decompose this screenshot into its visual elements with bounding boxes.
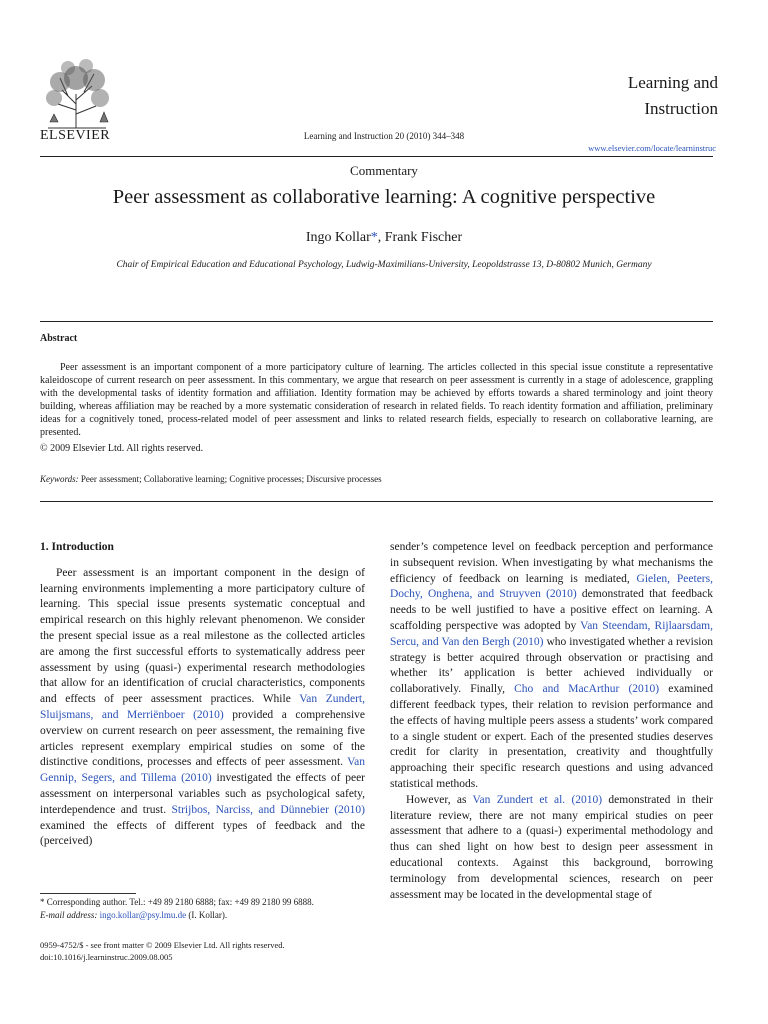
abstract-paragraph: Peer assessment is an important component of a more participatory culture of learning. The articles collected in this special issue constitute a representative kaleidoscope of current research on peer assessment. In this commentary, we argue that research on peer assessment is currently in a stage of adolescence, grappling with the developmental tasks of identity formation and affiliation. Identity formation may be achieved by efforts towards a shared terminology and joint theory building, whereas affiliation may be reached by a more systematic consideration of research in related fields. To reach identity formation and affiliation, preliminary ideas for a cognitively toned, process-related model of peer assessment and links to related research fields, especially to research on collaborative learning, are presented. xyxy=(40,362,713,438)
elsevier-tree-logo-icon xyxy=(38,58,116,130)
citation-link[interactable]: Van Zundert, Sluijsmans, and Merriënboer (2010) xyxy=(40,693,365,721)
abstract-heading: Abstract xyxy=(40,333,78,344)
citation-link[interactable]: Strijbos, Narciss, and Dünnebier (2010) xyxy=(171,803,365,816)
corresponding-author-link[interactable]: * xyxy=(370,230,378,245)
body-text: investigated the effects of peer assessment on interpersonal variables such as psychological safety, interdependence and trust. xyxy=(40,772,365,816)
journal-title xyxy=(560,70,718,122)
author-2: , Frank Fischer xyxy=(377,230,463,245)
body-paragraph xyxy=(40,566,365,850)
email-label: E-mail address: xyxy=(40,909,98,920)
publisher-name: ELSEVIER xyxy=(40,128,111,143)
footnote-line xyxy=(40,896,370,909)
citation-link[interactable]: Van Zundert et al. (2010) xyxy=(472,793,603,806)
journal-citation: Learning and Instruction 20 (2010) 344–348 xyxy=(303,131,465,141)
keywords-label: Keywords: xyxy=(40,474,79,484)
article-title: Peer assessment as collaborative learning: A cognitive perspective xyxy=(112,186,656,208)
issn-block xyxy=(40,939,285,963)
keywords xyxy=(40,474,382,484)
footnote-divider xyxy=(40,893,136,894)
body-left-column xyxy=(40,540,365,850)
affiliation: Chair of Empirical Education and Educational Psychology, Ludwig-Maximilians-University, Leopoldstrasse 13, D-80802 Munich, Germany xyxy=(116,260,652,270)
citation-link[interactable]: Van Gennip, Segers, and Tillema (2010) xyxy=(40,756,365,785)
body-right-column xyxy=(390,540,713,903)
body-text: sender’s competence level on feedback perception and performance in subsequent revision. When investigating by what mechanisms the efficiency of feedback on learning is mediated, xyxy=(390,541,713,585)
body-text: examined the effects of different types of feedback and the (perceived) xyxy=(40,819,365,848)
keywords-list: Peer assessment; Collaborative learning; Cognitive processes; Discursive processes xyxy=(78,474,382,484)
abstract-bottom-divider xyxy=(40,501,713,502)
article-type: Commentary xyxy=(350,163,418,178)
body-text: examined different feedback types, their relation to revision performance and the effects of having multiple peers assess a students’ work compared to a single student or expert. Each of the presented studies deserves credit for clarity in presentation, creativity and thoughtfully approaching their specific research questions and using advanced statistical methods. xyxy=(390,683,713,790)
body-text: However, as xyxy=(406,793,473,806)
author-1: Ingo Kollar xyxy=(305,230,371,245)
journal-title-line1: Learning and xyxy=(627,73,718,92)
email-suffix: (I. Kollar). xyxy=(186,909,228,920)
citation-link[interactable]: Cho and MacArthur (2010) xyxy=(514,683,660,696)
issn-line: 0959-4752/$ - see front matter © 2009 Elsevier Ltd. All rights reserved. xyxy=(40,940,285,950)
footnote xyxy=(40,896,370,921)
citation-link[interactable]: Van Steendam, Rijlaarsdam, Sercu, and Van den Bergh (2010) xyxy=(390,619,714,648)
abstract-top-divider xyxy=(40,321,713,322)
body-text: demonstrated in their literature review, there are not many empirical studies on peer assessment that adhere to a (quasi-) experimental methodology and thus can shed light on how best to design peer assessment in educational contexts. Against this background, borrowing terminology from developmental sciences, research on peer assessment may be located in the developmental stage of xyxy=(390,793,713,901)
footnote-mark: * xyxy=(40,897,45,907)
email-link[interactable]: ingo.kollar@psy.lmu.de xyxy=(99,909,187,920)
journal-title-line2: Instruction xyxy=(644,99,718,118)
body-paragraph xyxy=(390,793,713,904)
authors xyxy=(0,230,768,246)
abstract-body xyxy=(40,361,713,439)
header-divider xyxy=(40,156,713,157)
body-text: Peer assessment is an important component in the design of learning environments implementing a more participatory culture of learning. This special issue presents systematic conceptual and empirical research on this highly relevant phenomenon. We consider the present special issue as a real milestone as the collected articles are among the first successful efforts to systematically address peer assessment by using (quasi-) experimental research methodologies that allow for an identification of crucial characteristics, components and effects of peer assessment practices. While xyxy=(40,566,365,706)
footnote-contact: Corresponding author. Tel.: +49 89 2180 6888; fax: +49 89 2180 99 6888. xyxy=(44,897,314,907)
body-text: who investigated whether a revision strategy is better acquired through observation or practising and whether its’ application is better achieved individually or collaboratively. Finally, xyxy=(390,635,713,696)
citation-link[interactable]: Gielen, Peeters, Dochy, Onghena, and Struyven (2010) xyxy=(390,572,713,601)
section-heading: 1. Introduction xyxy=(40,541,114,553)
footnote-email-line xyxy=(40,909,370,922)
journal-url-link[interactable]: www.elsevier.com/locate/learninstruc xyxy=(588,143,716,153)
body-paragraph xyxy=(390,540,713,793)
doi-line: doi:10.1016/j.learninstruc.2009.08.005 xyxy=(40,952,173,962)
abstract-copyright: © 2009 Elsevier Ltd. All rights reserved. xyxy=(40,443,204,454)
body-text: demonstrated that feedback needs to be well justified to have a positive effect on learning. A scaffolding perspective was adopted by xyxy=(390,588,713,632)
body-text: provided a comprehensive overview on current research on peer assessment, the remaining five articles represent exemplary empirical studies on some of the distinctive conditions, processes and effects of peer assessment. xyxy=(40,708,365,769)
